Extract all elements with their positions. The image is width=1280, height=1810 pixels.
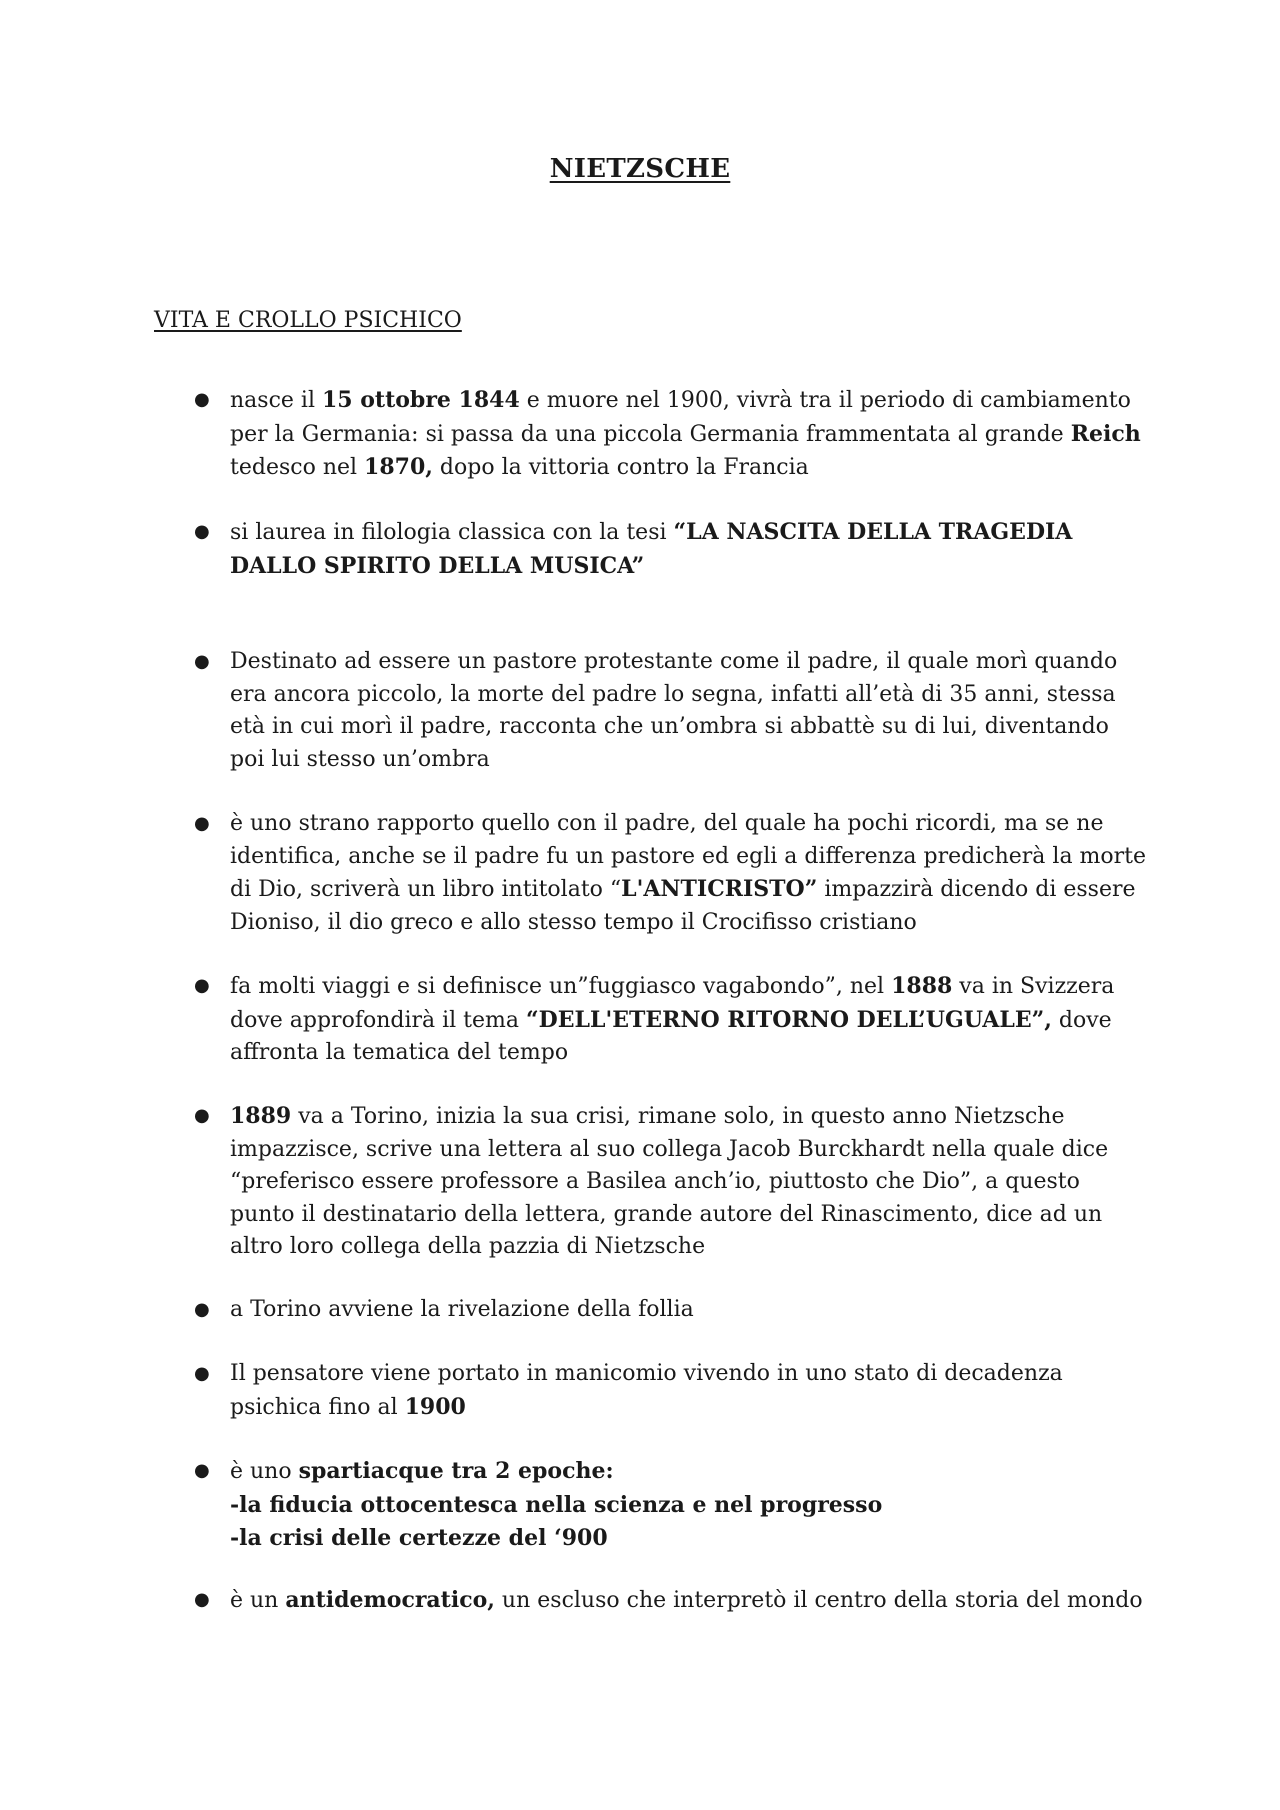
text-segment: dove affronta la tematica del tempo (230, 1007, 1112, 1065)
text-segment: un escluso che interpretò il centro della storia del mondo (494, 1588, 1143, 1613)
text-segment: è uno (230, 1459, 299, 1484)
text-segment: “DELL'ETERNO RITORNO DELL’UGUALE”, (526, 1006, 1052, 1033)
text-segment: a Torino avviene la rivelazione della follia (230, 1297, 694, 1322)
text-segment: -la fiducia ottocentesca nella scienza e nel progresso (230, 1491, 883, 1518)
text-segment: -la crisi delle certezze del ‘900 (230, 1525, 608, 1551)
bullet-icon (194, 1455, 210, 1488)
page-title: NIETZSCHE (549, 154, 731, 184)
bullet-icon (194, 384, 210, 417)
list-item (230, 1455, 1150, 1556)
text-segment: è uno strano rapporto quello con il padre, del quale ha pochi ricordi, ma se ne identifica, anche se il padre fu un pastore ed egli a differenza predicherà la morte di Dio, scriverà un libro intitolato “ (230, 811, 1147, 902)
text-segment: Destinato ad essere un pastore protestante come il padre, il quale morì quando era ancora piccolo, la morte del padre lo segna, infatti all’età di 35 anni, stessa età in cui morì il padre, racconta che un’ombra si abbattè su di lui, diventando poi lui stesso un’ombra (230, 649, 1118, 772)
text-segment: Il pensatore viene portato in manicomio vivendo in uno stato di decadenza psichica fino al (230, 1361, 1063, 1420)
text-segment: va in Svizzera dove approfondirà il tema (230, 974, 1115, 1033)
text-segment: e muore nel 1900, vivrà tra il periodo di cambiamento per la Germania: si passa da una piccola Germania frammentata al grande (230, 388, 1131, 447)
text-segment: L'ANTICRISTO” (621, 876, 818, 902)
text-segment: è un (230, 1588, 286, 1613)
text-segment: va a Torino, inizia la sua crisi, rimane solo, in questo anno Nietzsche impazzisce, scrive una lettera al suo collega Jacob Burckhardt nella quale dice “preferisco essere professore a Basilea anch’io, piuttosto che Dio”, a questo punto il destinatario della lettera, grande autore del Rinascimento, dice ad un altro loro collega della pazzia di Nietzsche (230, 1104, 1109, 1259)
bullet-icon (194, 1584, 210, 1617)
text-segment: 1870, (364, 454, 433, 480)
section-heading: VITA E CROLLO PSICHICO (154, 308, 462, 333)
text-segment: impazzirà dicendo di essere Dioniso, il dio greco e allo stesso tempo il Crocifisso cristiano (230, 877, 1136, 935)
list-item (230, 1358, 1150, 1424)
text-segment: 15 ottobre 1844 (321, 387, 520, 413)
text-segment: dopo la vittoria contro la Francia (432, 455, 809, 480)
text-segment: nasce il (230, 388, 322, 413)
bullet-icon (194, 1294, 210, 1327)
text-segment: 1888 (891, 973, 953, 999)
list-item (230, 646, 1150, 776)
list-item (230, 384, 1150, 485)
text-segment: antidemocratico, (285, 1587, 495, 1613)
text-segment: spartiacque tra 2 epoche: (298, 1458, 614, 1484)
bullet-icon (194, 970, 210, 1003)
bullet-icon (194, 808, 210, 841)
list-item (230, 1584, 1150, 1618)
text-segment: si laurea in filologia classica con la tesi (230, 520, 674, 545)
bullet-icon (194, 646, 210, 679)
list-item (230, 516, 1150, 583)
list-item (230, 970, 1150, 1070)
list-item (230, 1294, 1150, 1327)
text-segment: 1889 (230, 1103, 292, 1129)
bullet-icon (194, 516, 210, 549)
text-segment: fa molti viaggi e si definisce un”fuggiasco vagabondo”, nel (230, 974, 892, 999)
text-segment: 1900 (404, 1393, 466, 1420)
text-segment: Reich (1070, 420, 1141, 447)
bullet-icon (194, 1100, 210, 1133)
list-item (230, 1100, 1150, 1264)
bullet-icon (194, 1358, 210, 1391)
text-segment: tedesco nel (230, 455, 365, 480)
text-segment: “LA NASCITA DELLA TRAGEDIA DALLO SPIRITO DELLA MUSICA” (230, 519, 1073, 579)
list-item (230, 808, 1150, 939)
